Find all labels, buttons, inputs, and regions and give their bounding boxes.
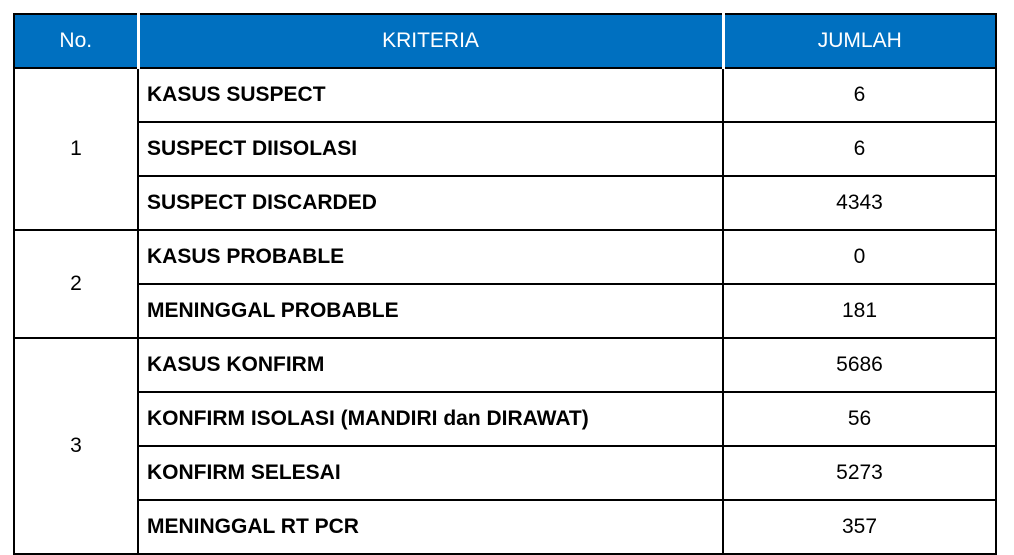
table-header xyxy=(14,14,996,68)
table-row xyxy=(14,284,996,338)
jumlah-cell: 6 xyxy=(723,68,996,122)
table-row xyxy=(14,176,996,230)
table-row xyxy=(14,446,996,500)
kriteria-cell: MENINGGAL RT PCR xyxy=(138,500,723,554)
header-kriteria: KRITERIA xyxy=(138,14,723,68)
jumlah-cell: 5273 xyxy=(723,446,996,500)
kriteria-cell: SUSPECT DIISOLASI xyxy=(138,122,723,176)
jumlah-cell: 56 xyxy=(723,392,996,446)
kriteria-cell: KASUS KONFIRM xyxy=(138,338,723,392)
jumlah-cell: 181 xyxy=(723,284,996,338)
jumlah-cell: 5686 xyxy=(723,338,996,392)
kriteria-cell: SUSPECT DISCARDED xyxy=(138,176,723,230)
kriteria-cell: KASUS SUSPECT xyxy=(138,68,723,122)
table-row xyxy=(14,500,996,554)
table-row xyxy=(14,338,996,392)
table-row xyxy=(14,68,996,122)
kriteria-cell: KONFIRM ISOLASI (MANDIRI dan DIRAWAT) xyxy=(138,392,723,446)
jumlah-cell: 357 xyxy=(723,500,996,554)
table-body xyxy=(14,68,996,554)
table-row xyxy=(14,122,996,176)
group-number: 3 xyxy=(14,338,138,554)
table-row xyxy=(14,392,996,446)
jumlah-cell: 0 xyxy=(723,230,996,284)
header-no: No. xyxy=(14,14,138,68)
jumlah-cell: 6 xyxy=(723,122,996,176)
table-row xyxy=(14,230,996,284)
jumlah-cell: 4343 xyxy=(723,176,996,230)
kriteria-cell: KASUS PROBABLE xyxy=(138,230,723,284)
group-number: 2 xyxy=(14,230,138,338)
kriteria-table xyxy=(13,13,997,555)
kriteria-cell: MENINGGAL PROBABLE xyxy=(138,284,723,338)
group-number: 1 xyxy=(14,68,138,230)
header-row xyxy=(14,14,996,68)
kriteria-cell: KONFIRM SELESAI xyxy=(138,446,723,500)
data-table-container xyxy=(13,13,995,555)
header-jumlah: JUMLAH xyxy=(723,14,996,68)
